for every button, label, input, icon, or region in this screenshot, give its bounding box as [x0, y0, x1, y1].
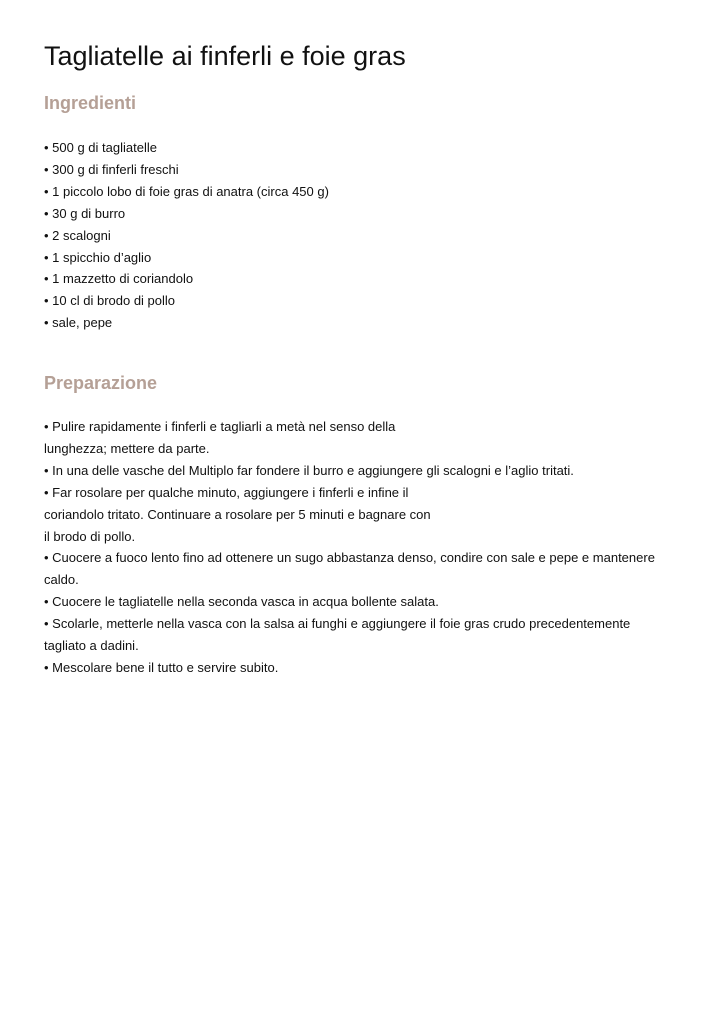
ingredient-item: • 1 piccolo lobo di foie gras di anatra (circa 450 g) — [44, 183, 329, 199]
page-title: Tagliatelle ai finferli e foie gras — [44, 41, 406, 71]
preparation-line: lunghezza; mettere da parte. — [44, 440, 210, 456]
preparation-line: • Cuocere le tagliatelle nella seconda vasca in acqua bollente salata. — [44, 594, 439, 610]
ingredients-list — [44, 137, 684, 334]
preparation-line: caldo. — [44, 572, 79, 588]
preparation-line: • Mescolare bene il tutto e servire subito. — [44, 659, 279, 675]
ingredient-item: • 1 spicchio d’aglio — [44, 249, 152, 265]
ingredient-item: • 10 cl di brodo di pollo — [44, 293, 176, 309]
preparation-line: • In una delle vasche del Multiplo far fondere il burro e aggiungere gli scalogni e l’aglio tritati. — [44, 462, 574, 478]
preparation-line: tagliato a dadini. — [44, 638, 139, 654]
preparation-line: • Far rosolare per qualche minuto, aggiungere i finferli e infine il — [44, 484, 409, 500]
preparation-heading: Preparazione — [44, 373, 158, 393]
ingredient-item: • 30 g di burro — [44, 205, 126, 221]
preparation-line: il brodo di pollo. — [44, 528, 136, 544]
preparation-line: • Pulire rapidamente i finferli e tagliarli a metà nel senso della — [44, 419, 396, 434]
preparation-line: coriandolo tritato. Continuare a rosolare per 5 minuti e bagnare con — [44, 506, 431, 522]
preparation-line: • Scolarle, metterle nella vasca con la salsa ai funghi e aggiungere il foie gras crudo precedentemente — [44, 616, 631, 632]
preparation-steps — [44, 416, 684, 679]
ingredient-item: • 500 g di tagliatelle — [44, 140, 157, 155]
ingredient-item: • 2 scalogni — [44, 227, 111, 243]
ingredient-item: • sale, pepe — [44, 315, 113, 331]
ingredient-item: • 300 g di finferli freschi — [44, 161, 179, 177]
preparation-line: • Cuocere a fuoco lento fino ad ottenere un sugo abbastanza denso, condire con sale e pepe e mantenere — [44, 550, 655, 566]
ingredients-heading: Ingredienti — [44, 93, 137, 113]
ingredient-item: • 1 mazzetto di coriandolo — [44, 271, 194, 287]
